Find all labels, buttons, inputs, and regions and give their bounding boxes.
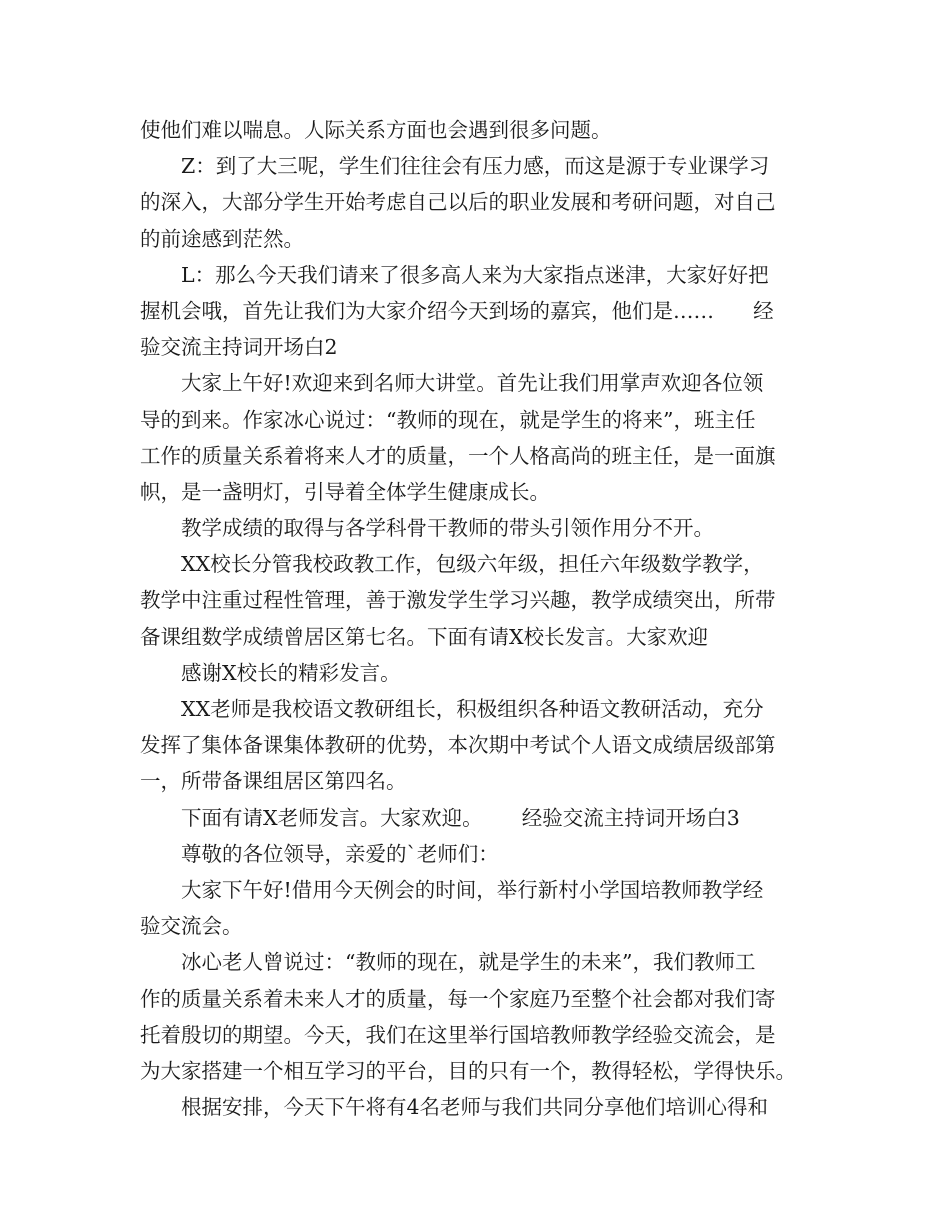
text-line: 作的质量关系着未来人才的质量，每一个家庭乃至整个社会都对我们寄	[140, 986, 776, 1011]
text-line: 大家下午好!借用今天例会的时间，举行新村小学国培教师教学经	[181, 877, 764, 902]
text-line: 尊敬的各位领导，亲爱的`老师们：	[181, 841, 499, 866]
text-line: 冰心老人曾说过：“教师的现在，就是学生的未来”，我们教师工	[181, 950, 756, 975]
text-line: 教学成绩的取得与各学科骨干教师的带头引领作用分不开。	[181, 516, 714, 541]
text-line: 大家上午好!欢迎来到名师大讲堂。首先让我们用掌声欢迎各位领	[181, 371, 764, 396]
text-line: 工作的质量关系着将来人才的质量，一个人格高尚的班主任，是一面旗	[140, 443, 776, 468]
text-line: 验交流会。	[140, 914, 243, 939]
text-line: 一，所带备课组居区第四名。	[140, 769, 407, 794]
document-body	[140, 112, 820, 1125]
text-line: 备课组数学成绩曾居区第七名。下面有请X校长发言。大家欢迎	[140, 624, 709, 649]
text-line: 的前途感到茫然。	[140, 226, 304, 251]
text-line: 发挥了集体备课集体教研的优势，本次期中考试个人语文成绩居级部第	[140, 733, 776, 758]
text-line: 为大家搭建一个相互学习的平台，目的只有一个，教得轻松，学得快乐。	[140, 1058, 796, 1083]
text-line: 教学中注重过程性管理，善于激发学生学习兴趣，教学成绩突出，所带	[140, 588, 776, 613]
text-line: 导的到来。作家冰心说过：“教师的现在，就是学生的将来”，班主任	[140, 407, 756, 432]
text-line: 使他们难以喘息。人际关系方面也会遇到很多问题。	[140, 118, 612, 142]
text-line: 感谢X校长的精彩发言。	[181, 660, 401, 685]
text-line: 握机会哦，首先让我们为大家介绍今天到场的嘉宾，他们是…… 经	[140, 298, 774, 323]
text-line: 帜，是一盏明灯，引导着全体学生健康成长。	[140, 479, 550, 504]
text-line: 托着殷切的期望。今天，我们在这里举行国培教师教学经验交流会，是	[140, 1022, 776, 1047]
text-line: 根据安排，今天下午将有4名老师与我们共同分享他们培训心得和	[181, 1095, 769, 1120]
text-line: 验交流主持词开场白2	[140, 335, 338, 360]
text-line: XX校长分管我校政教工作，包级六年级，担任六年级数学教学，	[181, 552, 764, 577]
text-line: XX老师是我校语文教研组长，积极组织各种语文教研活动，充分	[181, 697, 764, 721]
text-line: 的深入，大部分学生开始考虑自己以后的职业发展和考研问题，对自己	[140, 190, 776, 215]
text-line: L：那么今天我们请来了很多高人来为大家指点迷津，大家好好把	[181, 262, 769, 287]
text-line: Z：到了大三呢，学生们往往会有压力感，而这是源于专业课学习	[181, 154, 770, 179]
text-line: 下面有请X老师发言。大家欢迎。 经验交流主持词开场白3	[181, 805, 740, 830]
